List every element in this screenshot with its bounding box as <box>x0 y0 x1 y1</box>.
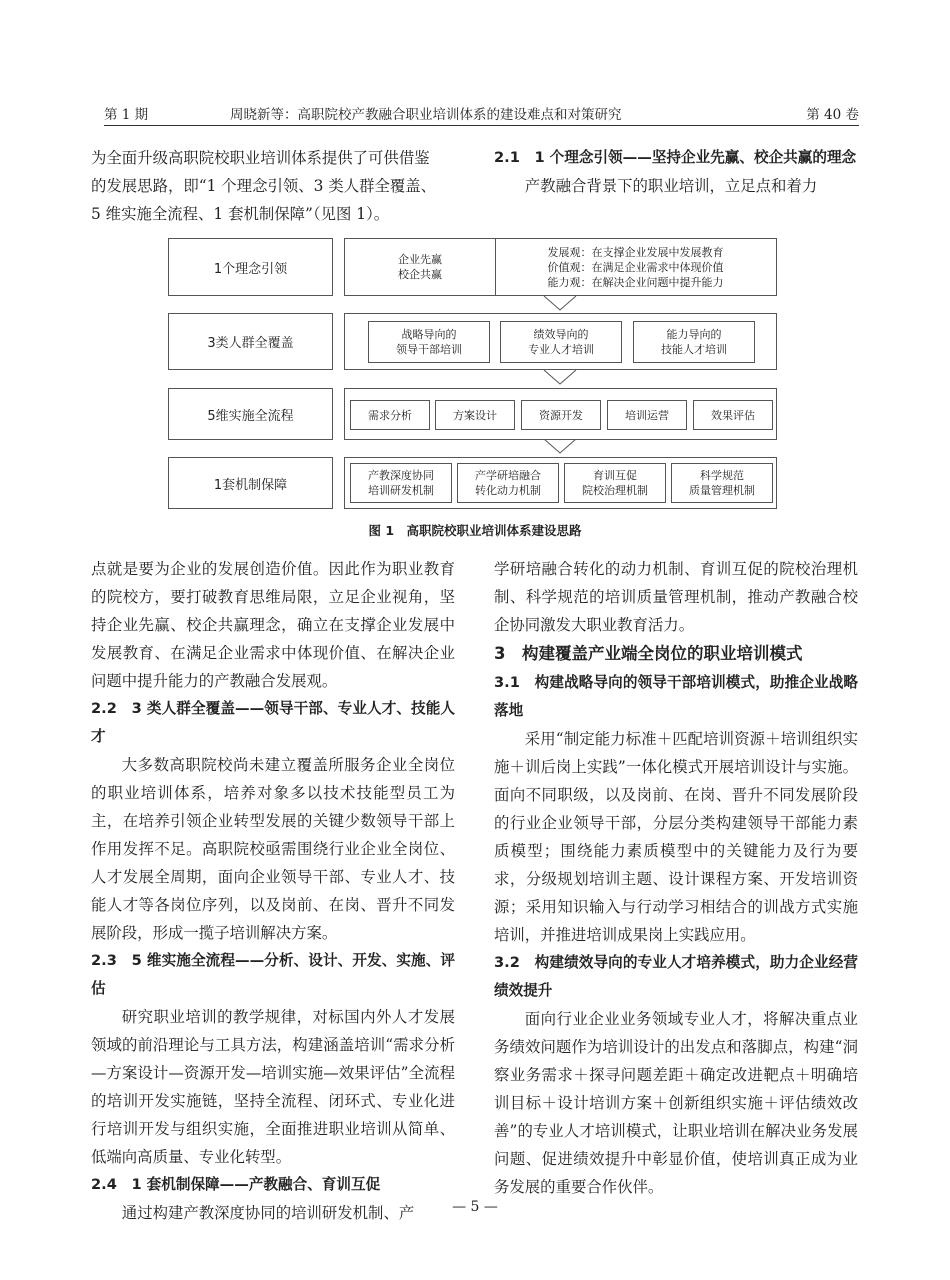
item-line: 转化动力机制 <box>475 484 541 497</box>
mechanism-governance <box>564 463 666 503</box>
step-resource-development: 资源开发 <box>521 400 601 430</box>
view-line: 发展观：在支撑企业发展中发展教育 <box>547 245 724 259</box>
step-needs-analysis: 需求分析 <box>350 400 430 430</box>
paragraph: 学研培融合转化的动力机制、育训互促的院校治理机制、科学规范的培训质量管理机制，推动产教融合校企协同激发大职业教育活力。 <box>494 560 858 634</box>
view-line: 价值观：在满足企业需求中体现价值 <box>547 260 724 274</box>
row-label-concept: 1个理念引领 <box>168 238 333 296</box>
view-line: 能力观：在解决企业问题中提升能力 <box>547 275 724 289</box>
item-line: 科学规范 <box>700 469 744 482</box>
group-skill-training <box>633 321 755 363</box>
mechanism-quality <box>671 463 773 503</box>
row-label-groups: 3类人群全覆盖 <box>168 313 333 370</box>
section-heading-2-2: 2.2 3 类人群全覆盖——领导干部、专业人才、技能人才 <box>91 700 455 745</box>
step-effect-evaluation: 效果评估 <box>693 400 773 430</box>
item-line: 产学研培融合 <box>475 469 541 482</box>
right-column <box>494 555 858 1201</box>
paragraph: 面向行业企业业务领域专业人才，将解决重点业务绩效问题作为培训设计的出发点和落脚点，构建“洞察业务需求＋探寻问题差距＋确定改进靶点＋明确培训目标＋设计培训方案＋创新组织实施＋评估绩效改善”的专业人才培训模式，让职业培训在解决业务发展问题、促进绩效提升中彰显价值，使培训真正成为业务发展的重要合作伙伴。 <box>494 1010 858 1196</box>
section-heading-2-4: 2.4 1 套机制保障——产教融合、育训互促 <box>91 1176 381 1193</box>
paragraph: 产教融合背景下的职业培训，立足点和着力 <box>524 177 818 195</box>
section-heading-2-3: 2.3 5 维实施全流程——分析、设计、开发、实施、评估 <box>91 952 455 997</box>
page-number: — 5 — <box>452 1199 498 1215</box>
row-frame-concept <box>344 238 777 296</box>
issue-number: 第 1 期 <box>104 107 149 123</box>
concept-line: 企业先赢 <box>398 253 442 266</box>
section-heading-3-1: 3.1 构建战略导向的领导干部培训模式，助推企业战略落地 <box>494 674 858 719</box>
concept-core <box>345 239 496 295</box>
item-line: 质量管理机制 <box>689 484 755 497</box>
paragraph: 研究职业培训的教学规律，对标国内外人才发展领域的前沿理论与工具方法，构建涵盖培训“需求分析—方案设计—资源开发—培训实施—效果评估”全流程的培训开发实施链，坚持全流程、闭环式、专业化进行培训开发与组织实施，全面推进职业培训从简单、低端向高质量、专业化转型。 <box>91 1008 455 1166</box>
running-header <box>104 101 859 126</box>
item-line: 产教深度协同 <box>368 469 434 482</box>
text-line: 5 维实施全流程、1 套机制保障”（见图 1）。 <box>91 205 390 223</box>
mechanism-rd <box>350 463 452 503</box>
item-line: 绩效导向的 <box>533 328 589 341</box>
left-column <box>91 555 455 1227</box>
item-line: 院校治理机制 <box>582 484 648 497</box>
item-line: 培训研发机制 <box>368 484 434 497</box>
volume-number: 第 40 卷 <box>806 107 859 123</box>
paragraph: 通过构建产教深度协同的培训研发机制、产 <box>121 1204 415 1222</box>
paragraph: 点就是要为企业的发展创造价值。因此作为职业教育的院校方，要打破教育思维局限，立足企业视角，坚持企业先赢、校企共赢理念，确立在支撑企业发展中发展教育、在满足企业需求中体现价值、在解决企业问题中提升能力的产教融合发展观。 <box>91 560 455 690</box>
row-label-process: 5维实施全流程 <box>168 388 333 440</box>
text-line: 为全面升级高职院校职业培训体系提供了可供借鉴 <box>91 149 430 167</box>
group-leader-training <box>368 321 490 363</box>
item-line: 领导干部培训 <box>396 343 462 356</box>
text-line: 的发展思路，即“1 个理念引领、3 类人群全覆盖、 <box>91 177 437 195</box>
paragraph: 大多数高职院校尚未建立覆盖所服务企业全岗位的职业培训体系，培养对象多以技术技能型员工为主，在培养引领企业转型发展的关键少数领导干部上作用发挥不足。高职院校亟需围绕行业企业全岗位、人才发展全周期，面向企业领导干部、专业人才、技能人才等各岗位序列，以及岗前、在岗、晋升不同发展阶段，形成一揽子培训解决方案。 <box>91 756 455 942</box>
item-line: 能力导向的 <box>666 328 722 341</box>
row-label-mechanism: 1套机制保障 <box>168 457 333 509</box>
group-professional-training <box>500 321 622 363</box>
top-right-text <box>494 144 858 200</box>
paragraph: 采用“制定能力标准＋匹配培训资源＋培训组织实施＋训后岗上实践”一体化模式开展培训设计与实施。面向不同职级，以及岗前、在岗、晋升不同发展阶段的行业企业领导干部，分层分类构建领导干部能力素质模型；围绕能力素质模型中的关键能力及行为要求，分级规划培训主题、设计课程方案、开发培训资源；采用知识输入与行动学习相结合的训战方式实施培训，并推进培训成果岗上实践应用。 <box>494 730 858 944</box>
top-left-text <box>91 144 455 228</box>
item-line: 战略导向的 <box>401 328 457 341</box>
item-line: 专业人才培训 <box>528 343 594 356</box>
step-training-operation: 培训运营 <box>607 400 687 430</box>
figure-1 <box>168 236 780 516</box>
item-line: 技能人才培训 <box>661 343 727 356</box>
step-program-design: 方案设计 <box>435 400 515 430</box>
mechanism-transformation <box>457 463 559 503</box>
running-title: 周晓新等：高职院校产教融合职业培训体系的建设难点和对策研究 <box>230 107 622 123</box>
section-heading-3-2: 3.2 构建绩效导向的专业人才培养模式，助力企业经营绩效提升 <box>494 954 858 999</box>
concept-views <box>495 239 776 295</box>
item-line: 育训互促 <box>593 469 637 482</box>
concept-line: 校企共赢 <box>398 268 442 281</box>
figure-caption: 图 1 高职院校职业培训体系建设思路 <box>368 523 582 538</box>
section-heading-3: 3 构建覆盖产业端全岗位的职业培训模式 <box>494 644 803 663</box>
section-heading-2-1: 2.1 1 个理念引领——坚持企业先赢、校企共赢的理念 <box>494 149 857 166</box>
